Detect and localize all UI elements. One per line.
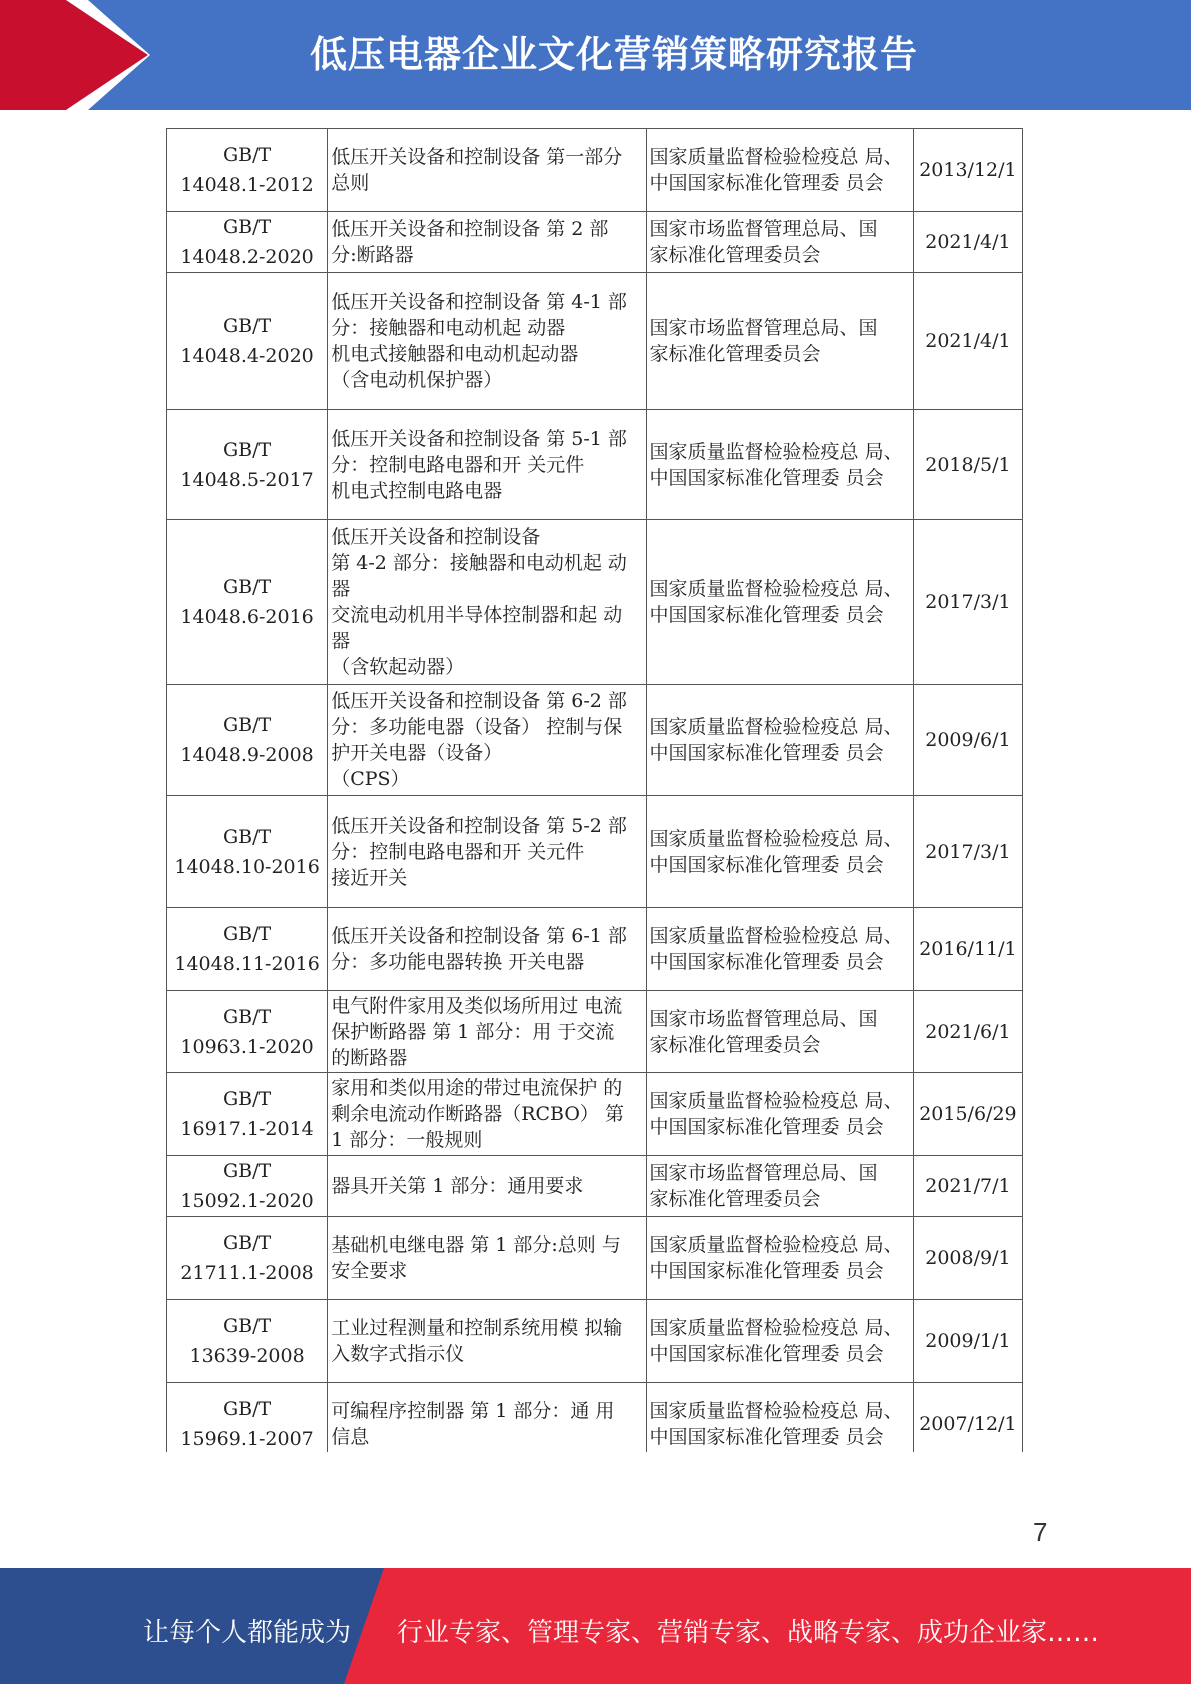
issuing-authority-line: 国家市场监督管理总局、国 (649, 1162, 878, 1184)
standard-name-line: 机电式控制电路电器 (331, 479, 503, 502)
standard-name-line: 低压开关设备和控制设备 (331, 526, 541, 548)
standard-name-line: 的断路器 (331, 1046, 408, 1069)
issuing-authority-cell (646, 129, 913, 212)
standard-name-line: 基础机电继电器 第 1 部分:总则 与 (331, 1234, 621, 1256)
issuing-authority-line: 中国国家标准化管理委 员会 (649, 1116, 884, 1138)
effective-date-cell: 2016/11/1 (913, 908, 1022, 991)
effective-date-cell: 2013/12/1 (913, 129, 1022, 212)
standard-code-line: GB/T (222, 1088, 272, 1110)
standard-code-line: 14048.5-2017 (180, 468, 314, 491)
issuing-authority-line: 中国国家标准化管理委 员会 (649, 604, 884, 626)
standard-code-cell (167, 1300, 328, 1383)
standard-name-line: 工业过程测量和控制系统用模 拟输 (331, 1317, 623, 1339)
issuing-authority-line: 中国国家标准化管理委 员会 (649, 853, 884, 876)
standard-code-line: GB/T (222, 825, 272, 848)
page-title: 低压电器企业文化营销策略研究报告 (310, 33, 918, 76)
standard-name-line: 接近开关 (331, 866, 408, 889)
issuing-authority-cell (646, 1073, 913, 1156)
issuing-authority-line: 国家市场监督管理总局、国 (649, 317, 878, 339)
standard-name-cell (328, 273, 646, 410)
effective-date-cell: 2009/1/1 (913, 1300, 1022, 1383)
standard-code-line: GB/T (222, 315, 272, 337)
standard-name-line: 入数字式指示仪 (331, 1343, 465, 1365)
standard-name-cell (328, 520, 646, 685)
issuing-authority-cell (646, 685, 913, 796)
issuing-authority-line: 国家质量监督检验检疫总 局、 (649, 1400, 903, 1422)
issuing-authority-line: 家标准化管理委员会 (649, 1188, 821, 1210)
effective-date-cell: 2009/6/1 (913, 685, 1022, 796)
standard-name-line: 低压开关设备和控制设备 第 5-2 部 (331, 814, 627, 837)
standard-code-line: 14048.4-2020 (180, 345, 314, 367)
standard-code-line: GB/T (222, 216, 272, 238)
table-row (167, 796, 1023, 908)
standard-code-line: 15969.1-2007 (180, 1428, 314, 1450)
standard-name-line: 分：控制电路电器和开 关元件 (331, 453, 585, 476)
standard-name-line: 分：多功能电器（设备） 控制与保 (331, 716, 623, 738)
footer-slogan-right: 行业专家、管理专家、营销专家、战略专家、成功企业家…… (397, 1618, 1100, 1648)
standard-name-line: 交流电动机用半导体控制器和起 动 (331, 604, 623, 626)
issuing-authority-cell (646, 908, 913, 991)
standard-name-line: 分：多功能电器转换 开关电器 (331, 951, 585, 973)
effective-date-cell: 2018/5/1 (913, 410, 1022, 520)
standard-name-cell (328, 212, 646, 273)
standards-table-body (167, 129, 1023, 1453)
standard-code-line: GB/T (222, 144, 272, 166)
standard-code-line: 14048.2-2020 (180, 246, 314, 268)
issuing-authority-line: 中国国家标准化管理委 员会 (649, 1260, 884, 1282)
table-row (167, 1156, 1023, 1217)
issuing-authority-line: 中国国家标准化管理委 员会 (649, 1343, 884, 1365)
table-row (167, 212, 1023, 273)
issuing-authority-line: 国家质量监督检验检疫总 局、 (649, 146, 903, 168)
standard-name-cell (328, 1383, 646, 1453)
page-footer (0, 1568, 1191, 1684)
standard-code-cell (167, 685, 328, 796)
standard-code-cell (167, 1156, 328, 1217)
issuing-authority-line: 中国国家标准化管理委 员会 (649, 1426, 884, 1448)
standard-name-line: 器 (331, 630, 351, 652)
issuing-authority-line: 中国国家标准化管理委 员会 (649, 172, 884, 194)
page-number: 7 (1033, 1517, 1048, 1547)
standard-name-line: 总则 (331, 172, 370, 194)
table-row (167, 685, 1023, 796)
issuing-authority-cell (646, 1383, 913, 1453)
standard-code-cell (167, 129, 328, 212)
issuing-authority-line: 国家质量监督检验检疫总 局、 (649, 716, 903, 738)
issuing-authority-cell (646, 212, 913, 273)
effective-date-cell: 2021/6/1 (913, 991, 1022, 1073)
effective-date-cell: 2007/12/1 (913, 1383, 1022, 1453)
standard-name-line: 低压开关设备和控制设备 第 4-1 部 (331, 291, 627, 313)
standard-code-cell (167, 1383, 328, 1453)
table-row (167, 520, 1023, 685)
issuing-authority-cell (646, 1156, 913, 1217)
table-row (167, 1383, 1023, 1453)
standard-code-cell (167, 796, 328, 908)
standard-code-cell (167, 273, 328, 410)
table-row (167, 1300, 1023, 1383)
issuing-authority-cell (646, 520, 913, 685)
standard-name-line: 保护断路器 第 1 部分：用 于交流 (331, 1020, 615, 1043)
standard-name-line: 器具开关第 1 部分：通用要求 (331, 1175, 584, 1197)
standard-code-line: GB/T (222, 1232, 272, 1254)
issuing-authority-line: 中国国家标准化管理委 员会 (649, 951, 884, 973)
standard-code-line: 16917.1-2014 (180, 1118, 314, 1140)
effective-date-cell: 2021/4/1 (913, 273, 1022, 410)
standard-code-line: GB/T (222, 1398, 272, 1420)
standard-name-line: 剩余电流动作断路器（RCBO） 第 (331, 1103, 624, 1125)
standard-name-line: 低压开关设备和控制设备 第 5-1 部 (331, 427, 627, 450)
standard-name-cell (328, 1156, 646, 1217)
issuing-authority-line: 家标准化管理委员会 (649, 244, 821, 266)
standard-code-cell (167, 908, 328, 991)
standard-code-cell (167, 991, 328, 1073)
issuing-authority-line: 国家质量监督检验检疫总 局、 (649, 827, 903, 850)
standard-name-line: （含软起动器） (331, 656, 465, 678)
standard-name-cell (328, 991, 646, 1073)
standard-name-cell (328, 796, 646, 908)
issuing-authority-line: 国家质量监督检验检疫总 局、 (649, 925, 903, 947)
table-row (167, 1073, 1023, 1156)
standard-name-line: 分：控制电路电器和开 关元件 (331, 840, 585, 863)
standard-name-line: 信息 (331, 1426, 370, 1448)
table-row (167, 129, 1023, 212)
standard-name-cell (328, 685, 646, 796)
effective-date-cell: 2015/6/29 (913, 1073, 1022, 1156)
standard-name-line: 电气附件家用及类似场所用过 电流 (331, 994, 623, 1017)
standard-code-line: 14048.11-2016 (174, 953, 320, 975)
standard-code-cell (167, 1073, 328, 1156)
issuing-authority-cell (646, 796, 913, 908)
standard-name-line: 分:断路器 (331, 244, 414, 266)
standard-name-line: （CPS） (331, 768, 410, 790)
issuing-authority-line: 国家市场监督管理总局、国 (649, 218, 878, 240)
standard-name-cell (328, 129, 646, 212)
table-row (167, 1217, 1023, 1300)
standard-name-line: 低压开关设备和控制设备 第一部分 (331, 146, 623, 168)
standard-name-line: 机电式接触器和电动机起动器 (331, 343, 579, 365)
issuing-authority-cell (646, 991, 913, 1073)
standard-code-cell (167, 1217, 328, 1300)
standard-code-line: GB/T (222, 1315, 272, 1337)
standard-code-line: 21711.1-2008 (180, 1262, 314, 1284)
issuing-authority-line: 国家质量监督检验检疫总 局、 (649, 1234, 903, 1256)
issuing-authority-line: 国家质量监督检验检疫总 局、 (649, 440, 903, 463)
standard-code-cell (167, 212, 328, 273)
standard-code-line: 13639-2008 (189, 1345, 305, 1367)
standard-name-line: 护开关电器（设备） (331, 742, 503, 764)
standard-code-line: 14048.9-2008 (180, 744, 314, 766)
standard-name-line: 低压开关设备和控制设备 第 2 部 (331, 218, 609, 240)
effective-date-cell: 2021/7/1 (913, 1156, 1022, 1217)
standard-code-line: GB/T (222, 714, 272, 736)
issuing-authority-line: 国家质量监督检验检疫总 局、 (649, 1090, 903, 1112)
standard-name-line: 家用和类似用途的带过电流保护 的 (331, 1077, 623, 1099)
issuing-authority-line: 家标准化管理委员会 (649, 1033, 821, 1056)
effective-date-cell: 2008/9/1 (913, 1217, 1022, 1300)
standard-name-line: （含电动机保护器） (331, 369, 503, 391)
standard-code-line: GB/T (222, 438, 272, 461)
standard-code-line: 14048.1-2012 (180, 174, 314, 196)
standards-table-container (166, 128, 1024, 1452)
standard-code-line: GB/T (222, 923, 272, 945)
table-row (167, 908, 1023, 991)
standard-code-line: GB/T (222, 1005, 272, 1028)
standard-name-line: 安全要求 (331, 1260, 408, 1282)
issuing-authority-cell (646, 1217, 913, 1300)
issuing-authority-line: 国家质量监督检验检疫总 局、 (649, 578, 903, 600)
issuing-authority-line: 国家市场监督管理总局、国 (649, 1007, 878, 1030)
standard-name-line: 分：接触器和电动机起 动器 (331, 317, 566, 339)
standard-name-line: 器 (331, 578, 351, 600)
standard-name-cell (328, 908, 646, 991)
issuing-authority-line: 家标准化管理委员会 (649, 343, 821, 365)
issuing-authority-cell (646, 410, 913, 520)
issuing-authority-cell (646, 1300, 913, 1383)
standard-code-line: GB/T (222, 576, 272, 598)
issuing-authority-cell (646, 273, 913, 410)
standard-name-cell (328, 1073, 646, 1156)
standard-name-cell (328, 1300, 646, 1383)
footer-slogan-left: 让每个人都能成为 (143, 1618, 352, 1648)
standard-code-line: 14048.6-2016 (180, 606, 314, 628)
standard-name-cell (328, 1217, 646, 1300)
standard-code-cell (167, 410, 328, 520)
effective-date-cell: 2021/4/1 (913, 212, 1022, 273)
standard-name-line: 第 4-2 部分：接触器和电动机起 动 (331, 552, 627, 574)
standard-name-cell (328, 410, 646, 520)
table-row (167, 410, 1023, 520)
page-header (0, 0, 1191, 110)
standard-code-line: GB/T (222, 1160, 272, 1182)
table-row (167, 991, 1023, 1073)
effective-date-cell: 2017/3/1 (913, 520, 1022, 685)
standard-name-line: 1 部分：一般规则 (331, 1129, 483, 1151)
effective-date-cell: 2017/3/1 (913, 796, 1022, 908)
standard-code-line: 15092.1-2020 (180, 1190, 314, 1212)
table-row (167, 273, 1023, 410)
standard-name-line: 低压开关设备和控制设备 第 6-1 部 (331, 925, 627, 947)
issuing-authority-line: 中国国家标准化管理委 员会 (649, 466, 884, 489)
standard-name-line: 可编程序控制器 第 1 部分：通 用 (331, 1400, 615, 1422)
standard-name-line: 低压开关设备和控制设备 第 6-2 部 (331, 690, 627, 712)
standard-code-line: 14048.10-2016 (174, 855, 320, 878)
standard-code-cell (167, 520, 328, 685)
standard-code-line: 10963.1-2020 (180, 1035, 314, 1058)
standards-table (166, 128, 1023, 1452)
issuing-authority-line: 中国国家标准化管理委 员会 (649, 742, 884, 764)
issuing-authority-line: 国家质量监督检验检疫总 局、 (649, 1317, 903, 1339)
